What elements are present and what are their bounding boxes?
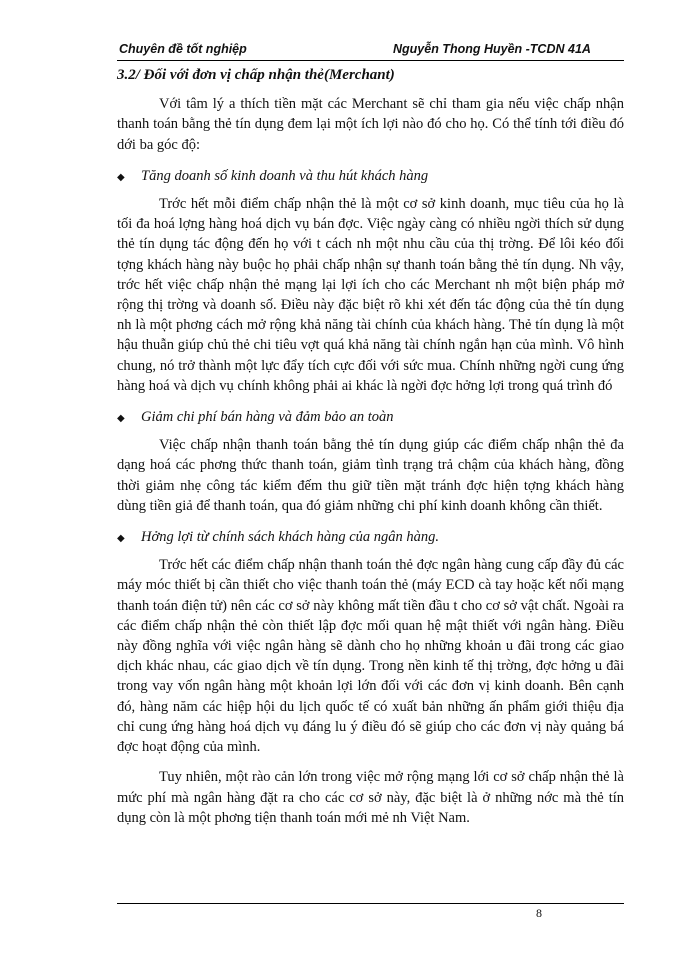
bullet-heading-text: Tăng doanh số kinh doanh và thu hút khách hàng	[141, 167, 429, 184]
diamond-bullet-icon: ◆	[117, 413, 125, 425]
body-paragraph: Việc chấp nhận thanh toán bằng thẻ tín dụng giúp các điểm chấp nhận thẻ đa dạng hoá các phơng thức thanh toán, giảm tình trạng trả chậm của khách hàng, đồng thời giảm nhẹ công tác kiểm đếm thu giữ tiền mặt tránh đợc hiện tợng khách hàng dùng tiền giả để thanh toán, qua đó giảm những chi phí kinh doanh không cần thiết.	[117, 437, 624, 514]
header-author: Nguyễn Thong Huyền -TCDN 41A	[393, 42, 591, 56]
bullet-heading-text: Giảm chi phí bán hàng và đảm bảo an toàn	[141, 409, 394, 426]
header-document-type: Chuyên đề tốt nghiệp	[119, 42, 247, 56]
diamond-bullet-icon: ◆	[117, 171, 125, 183]
page-body	[117, 62, 624, 828]
body-paragraph: Trớc hết mỗi điểm chấp nhận thẻ là một cơ sở kinh doanh, mục tiêu của họ là tối đa hoá lợng hàng hoá dịch vụ bán đợc. Việc ngày càng có nhiều ngời thích sử dụng thẻ tín dụng tác động đến họ với t cách nh một nhu cầu của thị trờng. Để lôi kéo đối tợng khách hàng này buộc họ phải chấp nhận sự thanh toán bằng thẻ tín dụng. Nh vậy, trớc hết việc chấp nhận thẻ mạng lại lợi ích cho các Merchant nh một biện pháp mở rộng thị trờng và doanh số. Điều này đặc biệt rõ khi xét đến tác động của thẻ tín dụng nh là một phơng cách mở rộng khả năng tài chính của khách hàng. Thẻ tín dụng là một hậu thuẫn giúp chủ thẻ chi tiêu vợt quá khả năng tài chính ngắn hạn của mình. Vô hình chung, nó trở thành một lực đẩy tích cực đối với sức mua. Chính những ngời cung ứng hàng hoá và dịch vụ chính không phải ai khác là ngời đợc hởng lợi trong quá trình đó	[117, 196, 624, 394]
bullet-heading-text: Hởng lợi từ chính sách khách hàng của ngân hàng.	[141, 529, 440, 546]
footer-divider	[117, 903, 624, 904]
bullet-heading	[117, 166, 624, 188]
body-paragraph: Trớc hết các điểm chấp nhận thanh toán thẻ đợc ngân hàng cung cấp đầy đủ các máy móc thiết bị cần thiết cho việc thanh toán thẻ (máy ECD cà tay hoặc kết nối mạng thanh toán điện tử) nên các cơ sở này không mất tiền đầu t cho cơ sở vật chất. Ngoài ra các điểm chấp nhận thẻ còn thiết lập đợc mối quan hệ mật thiết với ngân hàng. Điều này đồng nghĩa với việc ngân hàng sẽ dành cho họ những khoản u đãi trong các giao dịch khác nhau, các giao dịch về tín dụng. Trong nền kinh tế thị trờng, đợc hởng u đãi trong vay vốn ngân hàng một khoản lợi lớn đối với các đơn vị kinh doanh. Bên cạnh đó, hàng năm các hiệp hội du lịch quốc tế có xuất bản những ấn phẩm giới thiệu địa chỉ cung ứng hàng hoá dịch vụ đáng lu ý điều đó sẽ giúp cho các đơn vị này quảng bá đợc hoạt động của mình.	[117, 557, 624, 756]
body-paragraph: Tuy nhiên, một rào cản lớn trong việc mở rộng mạng lới cơ sở chấp nhận thẻ là mức phí mà ngân hàng đặt ra cho các cơ sở này, đặc biệt là ở những nớc mà thẻ tín dụng còn là một phơng tiện thanh toán mới mẻ nh Việt Nam.	[117, 769, 624, 826]
section-title: 3.2/ Đối với đơn vị chấp nhận thẻ(Merchant)	[117, 67, 395, 83]
page-number: 8	[536, 906, 542, 920]
bullet-heading	[117, 527, 624, 549]
diamond-bullet-icon: ◆	[117, 533, 125, 545]
header-divider	[117, 60, 624, 61]
intro-paragraph: Với tâm lý a thích tiền mặt các Merchant sẽ chỉ tham gia nếu việc chấp nhận thanh toán bằng thẻ tín dụng đem lại một ích lợi nào đó cho họ. Có thể tính tới điều đó dới ba góc độ:	[117, 96, 624, 153]
page-header	[117, 38, 624, 60]
bullet-heading	[117, 407, 624, 429]
